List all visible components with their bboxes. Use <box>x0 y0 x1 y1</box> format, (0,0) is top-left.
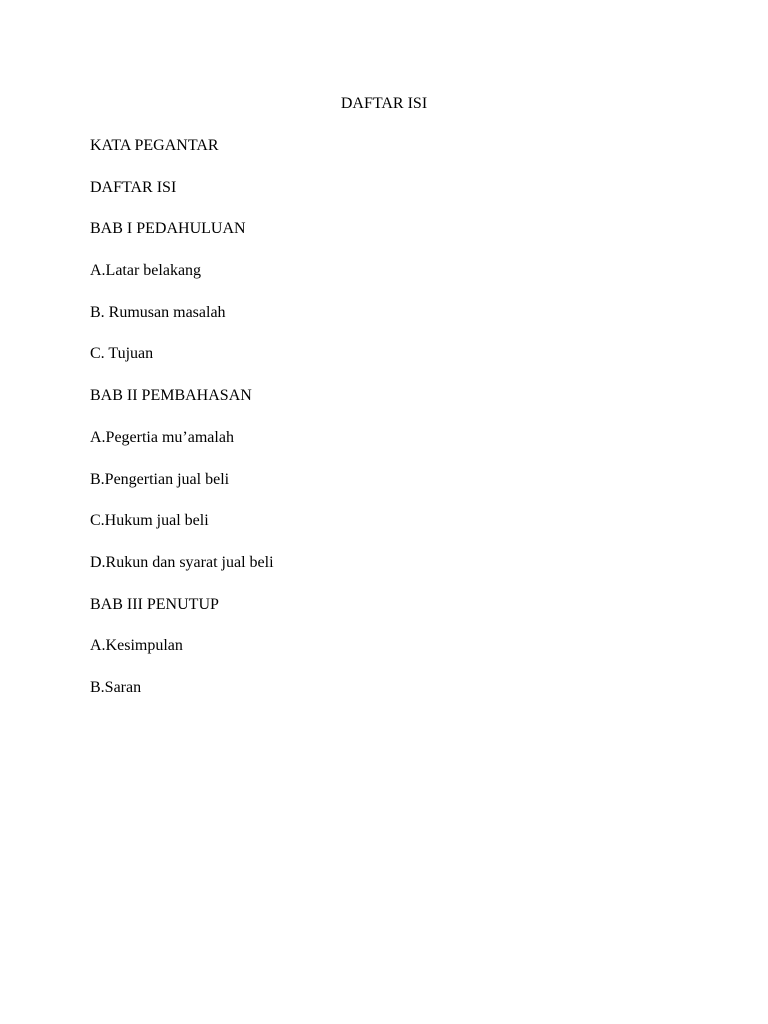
toc-entry: C.Hukum jual beli <box>90 512 209 530</box>
toc-entry: B. Rumusan masalah <box>90 303 226 321</box>
toc-entry: KATA PEGANTAR <box>90 137 219 154</box>
toc-entry: BAB I PEDAHULUAN <box>90 220 246 238</box>
toc-entry: D.Rukun dan syarat jual beli <box>90 553 274 571</box>
toc-entry: BAB II PEMBAHASAN <box>90 387 252 405</box>
toc-entry: DAFTAR ISI <box>90 178 177 196</box>
toc-entry: BAB III PENUTUP <box>90 595 219 613</box>
toc-entry: A.Pegertia mu’amalah <box>90 428 234 446</box>
toc-entry: B.Pengertian jual beli <box>90 470 230 488</box>
toc-entry: A.Kesimpulan <box>90 637 183 655</box>
table-of-contents <box>90 136 274 720</box>
toc-entry: A.Latar belakang <box>90 262 202 280</box>
toc-entry: C. Tujuan <box>90 345 154 363</box>
page-title: DAFTAR ISI <box>340 95 428 112</box>
toc-entry: B.Saran <box>90 678 142 696</box>
